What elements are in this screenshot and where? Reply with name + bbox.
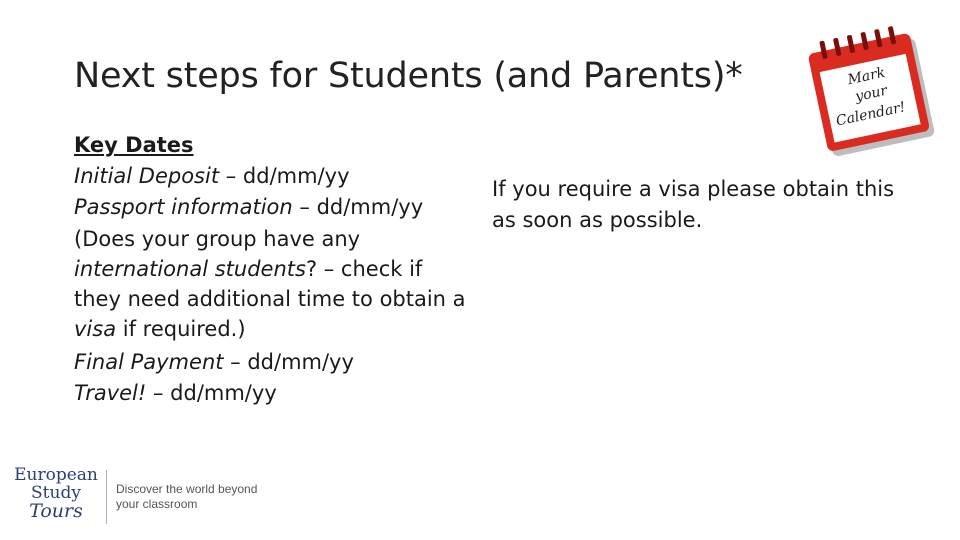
key-dates-heading: Key Dates (74, 133, 194, 157)
initial-deposit-value: – dd/mm/yy (219, 164, 350, 188)
company-logo (10, 466, 280, 530)
logo-line-european: European (14, 465, 98, 485)
final-payment-value: – dd/mm/yy (223, 350, 354, 374)
initial-deposit-line (74, 161, 474, 192)
initial-deposit-label: Initial Deposit (74, 164, 220, 188)
logo-wordmark (12, 466, 100, 520)
key-dates-column (74, 130, 474, 409)
calendar-line-mark: Mark (846, 64, 887, 89)
logo-tagline (116, 482, 257, 512)
calendar-line-calendar: Calendar! (834, 99, 907, 130)
passport-label: Passport information (74, 195, 293, 219)
logo-line-tours: Tours (29, 500, 83, 522)
note-mid: ? – check if they need additional time to obtain a (74, 257, 466, 311)
visa-note: If you require a visa please obtain this as soon as possible. (492, 177, 895, 232)
note-visa: visa (74, 317, 117, 341)
note-suffix: if required.) (116, 317, 246, 341)
calendar-icon (800, 18, 940, 158)
passport-value: – dd/mm/yy (292, 195, 424, 219)
final-payment-line (74, 347, 474, 378)
travel-label: Travel! (74, 381, 147, 405)
travel-value: – dd/mm/yy (146, 381, 277, 405)
final-payment-label: Final Payment (74, 350, 224, 374)
logo-tagline-line2: your classroom (116, 497, 198, 511)
slide-title: Next steps for Students (and Parents)* (74, 56, 743, 96)
note-international-students: international students (74, 257, 306, 281)
international-note (74, 224, 474, 344)
logo-line-study: Study (31, 483, 81, 503)
logo-tagline-line1: Discover the world beyond (116, 482, 258, 496)
logo-divider (106, 470, 107, 524)
calendar-line-your: your (853, 82, 889, 106)
note-prefix: (Does your group have any (74, 227, 361, 251)
passport-line (74, 192, 474, 223)
travel-line (74, 378, 474, 409)
